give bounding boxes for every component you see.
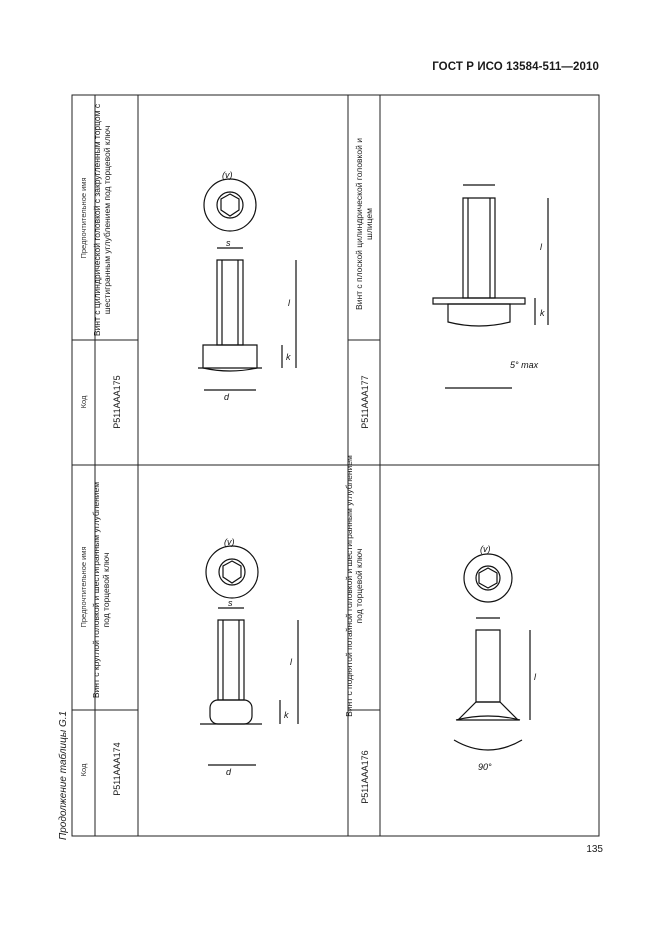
label-dk-2: d — [224, 392, 230, 402]
row-code-175: P511AAA175 — [112, 375, 122, 429]
page-number: 135 — [586, 844, 603, 855]
label-v: (v) — [224, 537, 235, 547]
label-k-2: k — [286, 352, 291, 362]
label-l: l — [290, 657, 292, 667]
label-l-2: l — [288, 298, 290, 308]
label-k-4: k — [540, 308, 545, 318]
row-code-176: P511AAA176 — [360, 750, 370, 804]
label-s: s — [228, 598, 233, 608]
row-name-176: Винт с поднятой потайной головкой и шестигранным углублением под торцевой ключ — [344, 455, 364, 717]
label-k: k — [284, 710, 289, 720]
row-name-174: Винт с круглой головкой и шестигранным углублением под торцевой ключ — [91, 481, 111, 699]
label-v-2: (v) — [222, 170, 233, 180]
label-s-2: s — [226, 238, 231, 248]
label-dk: d — [226, 767, 232, 777]
label-angle: 90° — [478, 762, 492, 772]
col-header-code: Код — [78, 763, 88, 777]
col-header-name-2: Предпочтительное имя — [78, 177, 88, 259]
document-header: ГОСТ Р ИСО 13584-511—2010 — [432, 61, 599, 73]
label-l-3: l — [534, 672, 536, 682]
row-code-174: P511AAA174 — [112, 742, 122, 796]
table-caption: Продолжение таблицы G.1 — [58, 710, 69, 840]
label-max: 5° max — [510, 360, 539, 370]
row-code-177: P511AAA177 — [360, 375, 370, 429]
label-v-3: (v) — [480, 544, 491, 554]
row-name-175: Винт с цилиндрической головкой с закругленным торцом с шестигранным углублением под торцевой ключ — [92, 103, 112, 337]
row-name-177: Винт с плоской цилиндрической головкой и шлицем — [354, 138, 374, 310]
label-l-4: l — [540, 242, 542, 252]
col-header-code-2: Код — [78, 395, 88, 409]
col-header-name: Предпочтительное имя — [78, 546, 88, 628]
